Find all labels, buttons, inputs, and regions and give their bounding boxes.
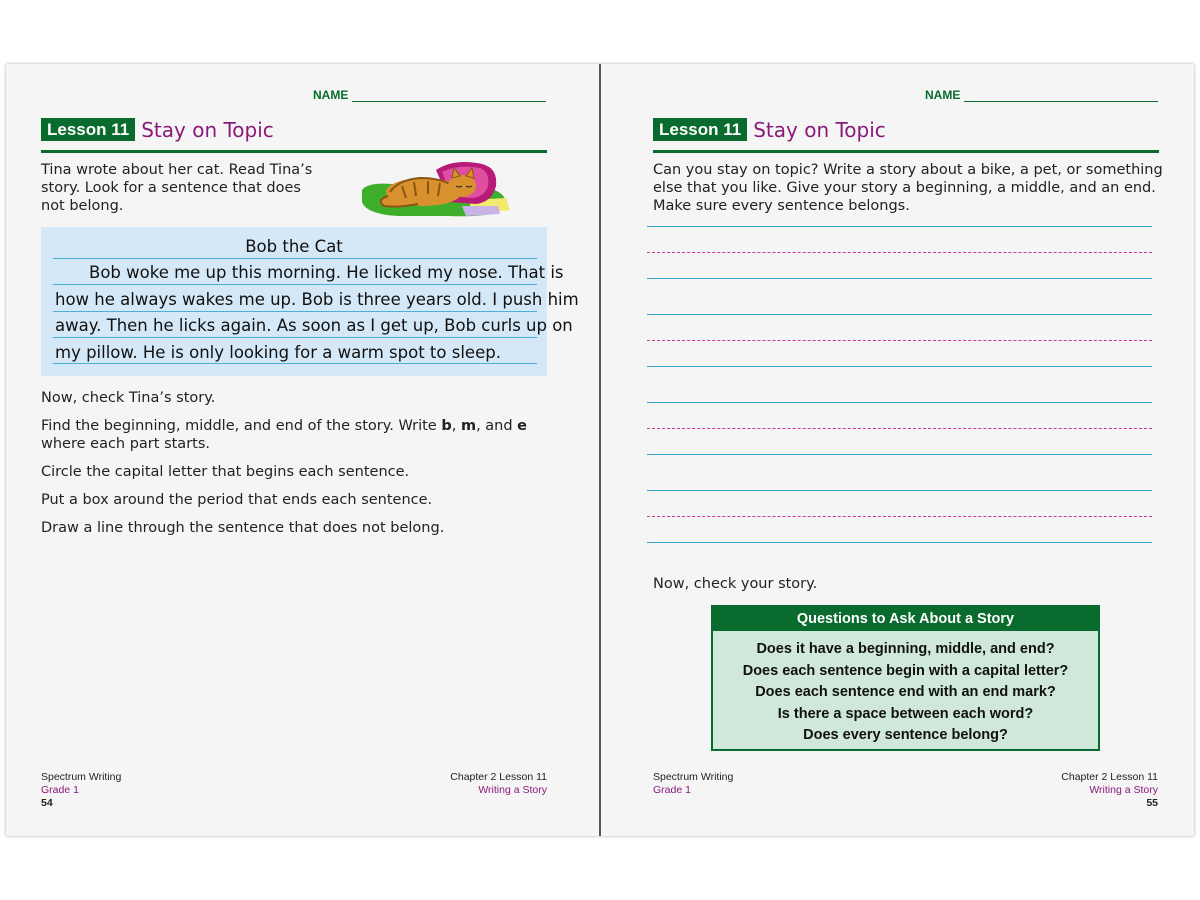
story-rule bbox=[53, 284, 537, 285]
writing-line-top[interactable] bbox=[647, 314, 1152, 315]
writing-line-base[interactable] bbox=[647, 454, 1152, 455]
instruction-bme bbox=[41, 417, 561, 453]
story-line-text: how he always wakes me up. Bob is three years old. I push him bbox=[55, 290, 579, 309]
writing-line-top[interactable] bbox=[647, 226, 1152, 227]
footer-left bbox=[653, 771, 733, 797]
name-line bbox=[964, 91, 1158, 102]
story-box bbox=[41, 227, 579, 376]
story-rule bbox=[53, 258, 537, 259]
questions-heading: Questions to Ask About a Story bbox=[713, 607, 1098, 631]
writing-line-top[interactable] bbox=[647, 402, 1152, 403]
instruction-box: Put a box around the period that ends each sentence. bbox=[41, 492, 433, 508]
footer-right bbox=[450, 771, 547, 797]
unit-label: Writing a Story bbox=[478, 784, 547, 796]
footer-right bbox=[958, 771, 1158, 810]
question-item: Is there a space between each word? bbox=[777, 705, 1034, 722]
name-line bbox=[352, 91, 546, 102]
lesson-badge: Lesson 11 bbox=[653, 118, 747, 141]
instruction-line-through: Draw a line through the sentence that does not belong. bbox=[41, 520, 445, 536]
name-label: NAME bbox=[925, 88, 961, 102]
story-rule bbox=[53, 311, 537, 312]
writing-line-top[interactable] bbox=[647, 490, 1152, 491]
story-rule bbox=[53, 337, 537, 338]
story-title: Bob the Cat bbox=[245, 237, 343, 256]
instruction-text: , and bbox=[476, 418, 518, 434]
question-item: Does each sentence end with an end mark? bbox=[755, 684, 1056, 700]
writing-line-base[interactable] bbox=[647, 278, 1152, 279]
question-item: Does each sentence begin with a capital letter? bbox=[742, 662, 1069, 679]
intro-paragraph bbox=[653, 161, 1173, 215]
letter-b: b bbox=[441, 418, 452, 434]
unit-label: Writing a Story bbox=[1089, 784, 1158, 796]
question-item: Does every sentence belong? bbox=[803, 727, 1008, 743]
story-line-text: away. Then he licks again. As soon as I get up, Bob curls up on bbox=[55, 316, 573, 335]
page-number: 54 bbox=[41, 797, 53, 809]
intro-line: not belong. bbox=[41, 198, 124, 214]
writing-line-base[interactable] bbox=[647, 542, 1152, 543]
lesson-title: Stay on Topic bbox=[753, 118, 886, 142]
lesson-header bbox=[653, 118, 1159, 153]
intro-line: else that you like. Give your story a beginning, a middle, and an end. bbox=[653, 180, 1156, 196]
left-page bbox=[6, 64, 599, 836]
intro-line: Can you stay on topic? Write a story about a bike, a pet, or something bbox=[653, 162, 1163, 178]
name-field bbox=[925, 88, 1158, 102]
intro-line: Make sure every sentence belongs. bbox=[653, 198, 910, 214]
question-item: Does it have a beginning, middle, and end? bbox=[756, 641, 1055, 657]
lesson-header bbox=[41, 118, 547, 153]
writing-line-base[interactable] bbox=[647, 366, 1152, 367]
series-name: Spectrum Writing bbox=[41, 771, 122, 783]
writing-line-mid bbox=[647, 428, 1152, 429]
story-line-text: my pillow. He is only looking for a warm spot to sleep. bbox=[55, 343, 501, 362]
series-name: Spectrum Writing bbox=[653, 771, 734, 783]
footer-left bbox=[41, 771, 121, 810]
check-intro: Now, check your story. bbox=[653, 576, 818, 592]
page-number: 55 bbox=[1146, 797, 1158, 809]
chapter-label: Chapter 2 Lesson 11 bbox=[450, 771, 547, 783]
instruction-circle: Circle the capital letter that begins each sentence. bbox=[41, 464, 410, 480]
intro-line: story. Look for a sentence that does bbox=[41, 180, 301, 196]
writing-line-mid bbox=[647, 252, 1152, 253]
instruction-text: , bbox=[451, 418, 461, 434]
letter-m: m bbox=[460, 418, 477, 434]
name-label: NAME bbox=[313, 88, 349, 102]
writing-line-mid bbox=[647, 340, 1152, 341]
grade-label: Grade 1 bbox=[41, 784, 79, 796]
chapter-label: Chapter 2 Lesson 11 bbox=[1061, 771, 1158, 783]
intro-line: Tina wrote about her cat. Read Tina’s bbox=[41, 162, 313, 178]
sleeping-cat-on-pillow-icon bbox=[358, 156, 518, 220]
story-line-text: Bob woke me up this morning. He licked my nose. That is bbox=[89, 263, 564, 282]
lesson-badge: Lesson 11 bbox=[41, 118, 135, 141]
lesson-title: Stay on Topic bbox=[141, 118, 274, 142]
name-field bbox=[313, 88, 546, 102]
check-intro: Now, check Tina’s story. bbox=[41, 390, 216, 406]
intro-paragraph bbox=[41, 161, 341, 215]
instruction-text: Find the beginning, middle, and end of the story. Write bbox=[41, 418, 442, 434]
letter-e: e bbox=[517, 418, 528, 434]
writing-line-mid bbox=[647, 516, 1152, 517]
grade-label: Grade 1 bbox=[653, 784, 691, 796]
story-rule bbox=[53, 363, 537, 364]
instruction-text: where each part starts. bbox=[41, 436, 211, 452]
questions-box bbox=[711, 605, 1100, 751]
